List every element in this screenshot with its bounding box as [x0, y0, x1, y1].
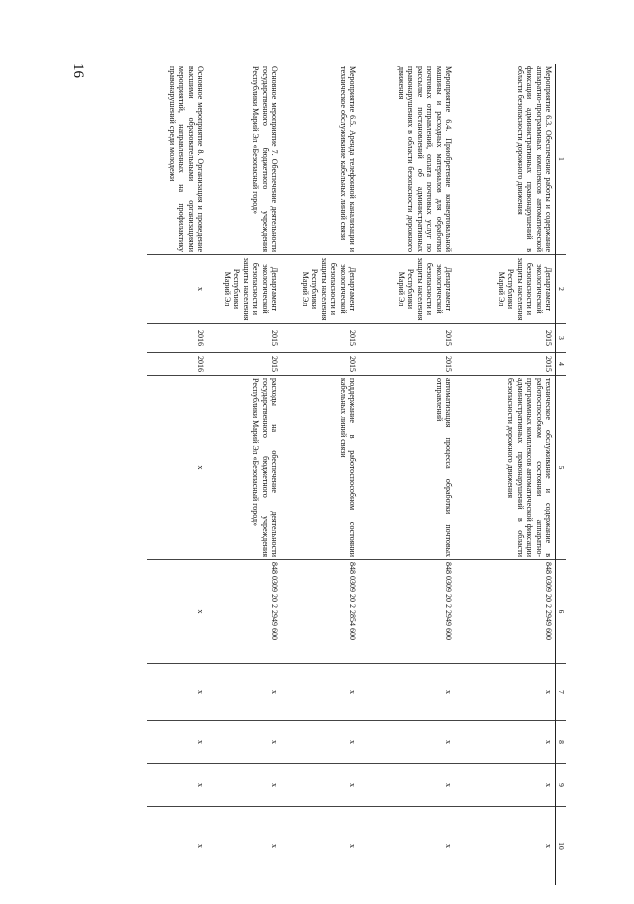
cell-7: x: [207, 664, 281, 721]
table-row: [455, 64, 556, 885]
budget-code: 848 0309 20 2 2949 600: [207, 560, 281, 664]
cell-9: x: [455, 764, 556, 807]
end-year: 2015: [455, 353, 556, 376]
cell-8: x: [455, 721, 556, 764]
table-row: [281, 64, 359, 885]
activity-name: Основное мероприятие 8. Организация и проведение высшими образовательными организациями мероприятий, направленных на профилактику правонарушений среди молодежи: [167, 66, 205, 252]
cell-9: x: [147, 764, 207, 807]
expected-result: поддержание в работоспособном состоянии кабельных линий связи: [281, 376, 359, 560]
expected-result: расходы на обеспечение деятельности государственного бюджетного учреждения Республики Марий Эл «Безопасный город»: [207, 376, 281, 560]
expected-result: x: [147, 376, 207, 560]
column-header: 8: [556, 721, 567, 764]
budget-code: x: [147, 560, 207, 664]
cell-10: x: [359, 807, 455, 886]
executor: Департамент экологической безопасности и защиты населения Республики Марий Эл: [207, 255, 281, 324]
start-year: 2015: [281, 324, 359, 353]
cell-7: x: [147, 664, 207, 721]
start-year: 2015: [455, 324, 556, 353]
program-table-frame: [114, 64, 566, 876]
cell-7: x: [359, 664, 455, 721]
end-year: 2016: [147, 353, 207, 376]
cell-10: x: [147, 807, 207, 886]
start-year: 2016: [147, 324, 207, 353]
table-row: [147, 64, 207, 885]
cell-10: x: [281, 807, 359, 886]
budget-code: 848 0309 20 2 2854 600: [281, 560, 359, 664]
page-number: 16: [70, 63, 86, 78]
cell-7: x: [455, 664, 556, 721]
executor: Департамент экологической безопасности и защиты населения Республики Марий Эл: [455, 255, 556, 324]
cell-9: x: [207, 764, 281, 807]
cell-7: x: [281, 664, 359, 721]
cell-8: x: [359, 721, 455, 764]
column-header: 7: [556, 664, 567, 721]
column-header: 1: [556, 64, 567, 255]
expected-result: техническое обслуживание и содержание в работоспособном состоянии аппаратно-программных комплексов автоматической фиксации административных правонарушений в области безопасности дорожного движения: [455, 376, 556, 560]
column-header: 3: [556, 324, 567, 353]
end-year: 2015: [281, 353, 359, 376]
table-row: [359, 64, 455, 885]
cell-10: x: [207, 807, 281, 886]
start-year: 2015: [207, 324, 281, 353]
activity-name: Мероприятие 6.5. Аренда телефонной канализации и техническое обслуживание кабельных линий связи: [338, 66, 357, 252]
activity-name: Основное мероприятие 7. Обеспечение деятельности государственного бюджетного учреждения Республики Марий Эл «Безопасный город»: [251, 66, 279, 252]
cell-9: x: [359, 764, 455, 807]
end-year: 2015: [359, 353, 455, 376]
cell-8: x: [281, 721, 359, 764]
start-year: 2015: [359, 324, 455, 353]
executor: x: [147, 255, 207, 324]
cell-9: x: [281, 764, 359, 807]
expected-result: автоматизация процесса обработки почтовых отправлений: [359, 376, 455, 560]
activity-name: Мероприятие 6.3. Обеспечение работы и содержание аппаратно-программных комплексов автоматической фиксации административных правонарушений в области безопасности дорожного движения: [515, 66, 553, 252]
program-activities-table: [147, 64, 566, 885]
table-row: [207, 64, 281, 885]
column-header: 2: [556, 255, 567, 324]
column-number-row: [556, 64, 567, 885]
column-header: 9: [556, 764, 567, 807]
budget-code: 848 0309 20 2 2949 600: [455, 560, 556, 664]
cell-8: x: [147, 721, 207, 764]
column-header: 6: [556, 560, 567, 664]
cell-10: x: [455, 807, 556, 886]
column-header: 5: [556, 376, 567, 560]
activity-name: Мероприятие 6.4. Приобретение конвертовальной машины и расходных материалов для обработки почтовых отправлений, оплата почтовых услуг по рассылке постановлений об административных правонарушениях в области безопасности дорожного движения: [396, 66, 453, 252]
cell-8: x: [207, 721, 281, 764]
column-header: 10: [556, 807, 567, 886]
end-year: 2015: [207, 353, 281, 376]
executor: Департамент экологической безопасности и защиты населения Республики Марий Эл: [281, 255, 359, 324]
column-header: 4: [556, 353, 567, 376]
budget-code: 848 0309 20 2 2949 600: [359, 560, 455, 664]
executor: Департамент экологической безопасности и защиты населения Республики Марий Эл: [359, 255, 455, 324]
